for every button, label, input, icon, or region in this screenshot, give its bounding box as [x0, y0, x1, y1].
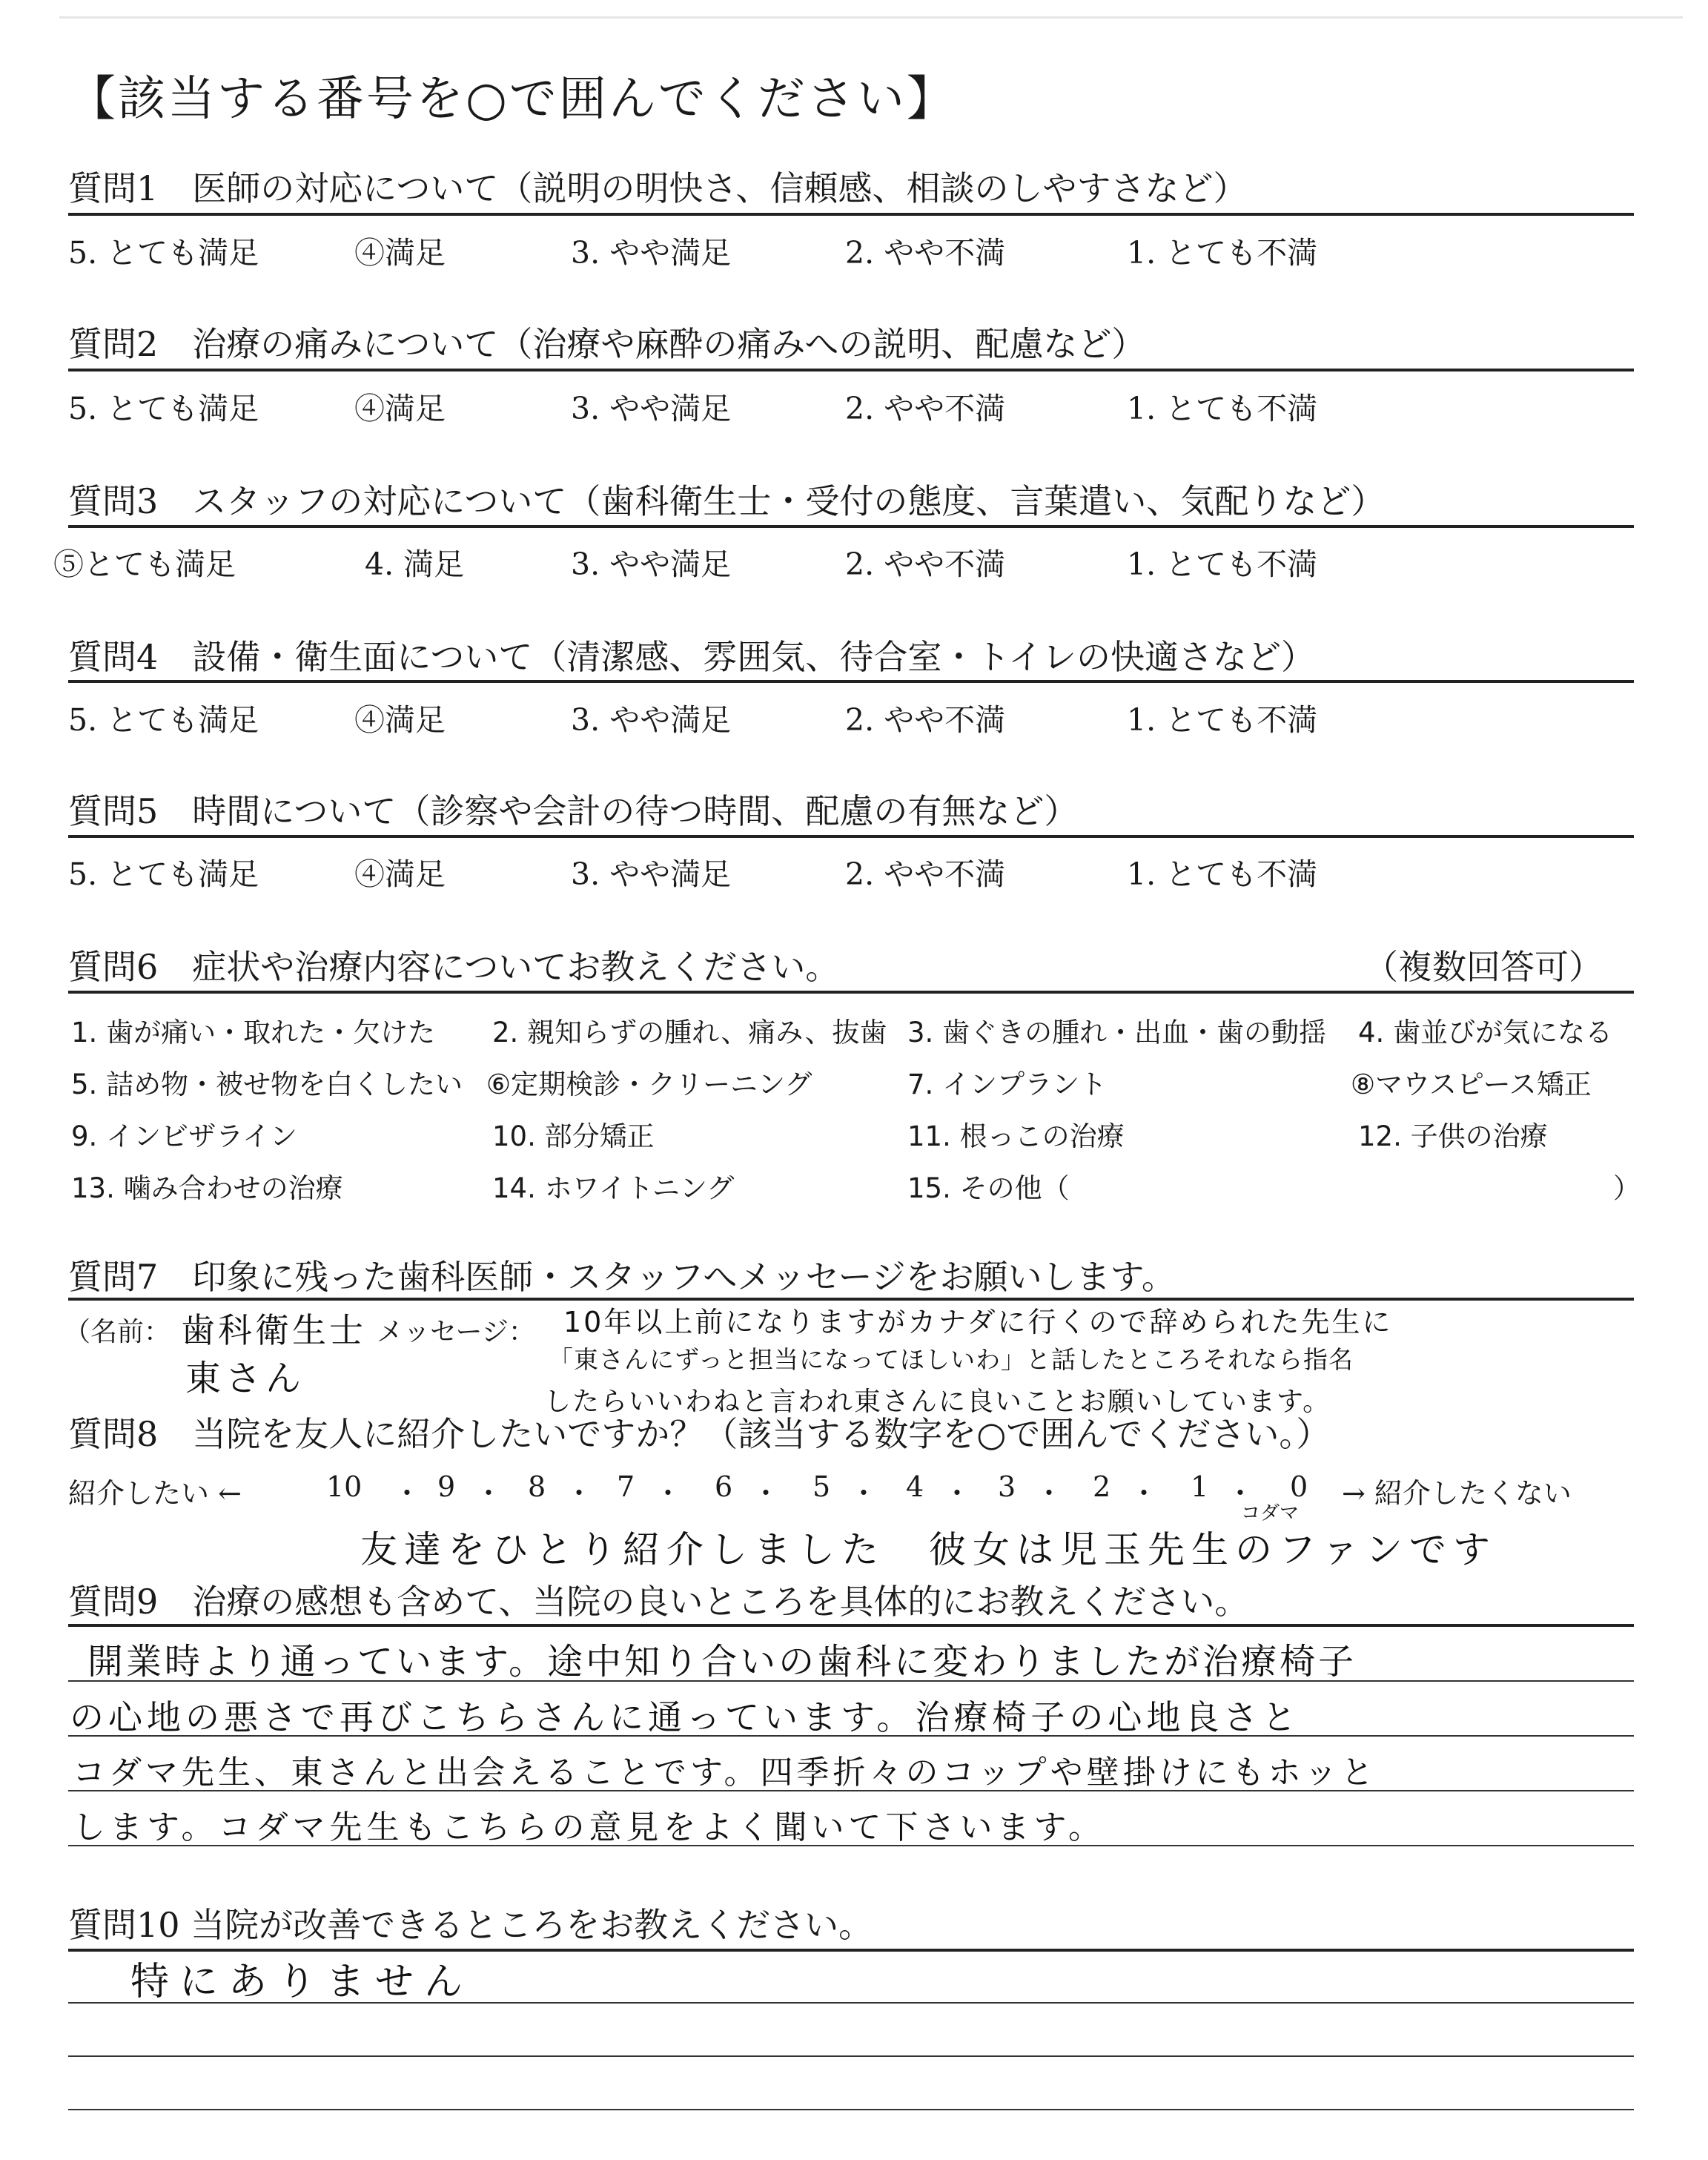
- q5-title: 質問5 時間について（診察や会計の待つ時間、配慮の有無など）: [68, 791, 1079, 831]
- q8-dot: ・: [1130, 1477, 1159, 1510]
- q3-option-1[interactable]: 1. とても不満: [1127, 546, 1318, 582]
- q3-option-3[interactable]: 3. やや満足: [571, 546, 732, 582]
- q8-dot: ・: [474, 1477, 503, 1510]
- q8-dot: ・: [850, 1477, 878, 1510]
- q5-option-4-selected[interactable]: ④満足: [354, 856, 446, 892]
- q9-handwritten-3[interactable]: コダマ先生、東さんと出会えることです。四季折々のコップや壁掛けにもホッと: [73, 1754, 1377, 1791]
- q4-option-5[interactable]: 5. とても満足: [68, 702, 259, 738]
- q6-option-15-close: ）: [1613, 1172, 1641, 1204]
- q2-option-2[interactable]: 2. やや不満: [845, 391, 1006, 426]
- q6-multiple-note: （複数回答可）: [1364, 947, 1603, 987]
- q6-option-2[interactable]: 2. 親知らずの腫れ、痛み、抜歯: [492, 1017, 887, 1048]
- q7-message-label: メッセージ：: [377, 1317, 535, 1347]
- q1-option-3[interactable]: 3. やや満足: [571, 235, 732, 271]
- q7-name-handwritten-1[interactable]: 歯科衛生士: [181, 1310, 366, 1350]
- q2-option-1[interactable]: 1. とても不満: [1127, 391, 1318, 426]
- q8-dot: ・: [752, 1477, 781, 1510]
- q6-option-11[interactable]: 11. 根っこの治療: [907, 1120, 1125, 1152]
- q2-rule: [68, 369, 1634, 371]
- q6-option-3[interactable]: 3. 歯ぐきの腫れ・出血・歯の動揺: [907, 1017, 1327, 1048]
- q9-handwritten-2[interactable]: の心地の悪さで再びこちらさんに通っています。治療椅子の心地良さと: [70, 1697, 1301, 1737]
- q10-handwritten[interactable]: 特にありません: [130, 1960, 474, 2004]
- q6-option-7[interactable]: 7. インプラント: [907, 1069, 1108, 1100]
- q4-title: 質問4 設備・衛生面について（清潔感、雰囲気、待合室・トイレの快適さなど）: [68, 637, 1316, 677]
- q8-handwritten-comment[interactable]: 友達をひとり紹介しました 彼女は児玉先生のファンです: [360, 1528, 1497, 1571]
- q9-title: 質問9 治療の感想も含めて、当院の良いところを具体的にお教えください。: [68, 1582, 1249, 1622]
- q8-dot: ・: [393, 1477, 422, 1510]
- q5-rule: [68, 835, 1634, 838]
- q6-option-8-selected[interactable]: ⑧マウスピース矯正: [1351, 1069, 1592, 1100]
- q3-rule: [68, 525, 1634, 528]
- q4-option-3[interactable]: 3. やや満足: [571, 702, 732, 738]
- q7-message-handwritten-1[interactable]: 10年以上前になりますがカナダに行くので辞められた先生に: [563, 1306, 1393, 1338]
- q4-option-1[interactable]: 1. とても不満: [1127, 702, 1318, 738]
- q7-name-handwritten-2[interactable]: 東さん: [185, 1358, 306, 1399]
- q9-handwritten-4[interactable]: します。コダマ先生もこちらの意見をよく聞いて下さいます。: [73, 1809, 1105, 1846]
- q8-scale-1[interactable]: 1: [1191, 1470, 1209, 1503]
- q6-option-15[interactable]: 15. その他（: [907, 1172, 1070, 1204]
- q8-right-label: → 紹介したくない: [1342, 1477, 1572, 1510]
- q7-name-label: （名前：: [64, 1317, 171, 1347]
- q8-dot: ・: [654, 1477, 683, 1510]
- top-edge: [59, 16, 1683, 19]
- q10-line: [68, 2109, 1634, 2110]
- q5-option-5[interactable]: 5. とても満足: [68, 856, 259, 892]
- q1-title: 質問1 医師の対応について（説明の明快さ、信頼感、相談のしやすさなど）: [68, 168, 1248, 208]
- q8-title: 質問8 当院を友人に紹介したいですか？（該当する数字を○で囲んでください。）: [68, 1414, 1331, 1454]
- q8-left-label: 紹介したい ←: [68, 1477, 242, 1510]
- q5-option-1[interactable]: 1. とても不満: [1127, 856, 1318, 892]
- q9-rule: [68, 1624, 1634, 1627]
- q8-dot: ・: [943, 1477, 972, 1510]
- q1-option-2[interactable]: 2. やや不満: [845, 235, 1006, 271]
- page-heading: 【該当する番号を○で囲んでください】: [68, 72, 956, 127]
- q4-option-2[interactable]: 2. やや不満: [845, 702, 1006, 738]
- q6-option-10[interactable]: 10. 部分矯正: [492, 1120, 655, 1152]
- q8-scale-0[interactable]: 0: [1290, 1470, 1308, 1503]
- q6-option-4[interactable]: 4. 歯並びが気になる: [1358, 1017, 1613, 1048]
- q10-title: 質問10 当院が改善できるところをお教えください。: [68, 1905, 873, 1945]
- q1-option-4-selected[interactable]: ④満足: [354, 235, 446, 271]
- q5-option-3[interactable]: 3. やや満足: [571, 856, 732, 892]
- q6-option-9[interactable]: 9. インビザライン: [71, 1120, 297, 1152]
- q6-rule: [68, 991, 1634, 994]
- q4-rule: [68, 680, 1634, 683]
- q2-option-4-selected[interactable]: ④満足: [354, 391, 446, 426]
- q3-option-4[interactable]: 4. 満足: [365, 546, 465, 582]
- q8-dot: ・: [565, 1477, 594, 1510]
- q4-option-4-selected[interactable]: ④満足: [354, 702, 446, 738]
- q8-scale-6[interactable]: 6: [715, 1470, 733, 1503]
- q8-scale-9-selected[interactable]: 9: [437, 1470, 456, 1503]
- q5-option-2[interactable]: 2. やや不満: [845, 856, 1006, 892]
- q8-scale-8[interactable]: 8: [528, 1470, 546, 1503]
- q3-option-5-selected[interactable]: ⑤とても満足: [53, 546, 236, 582]
- q9-handwritten-1[interactable]: 開業時より通っています。途中知り合いの歯科に変わりましたが治療椅子: [87, 1641, 1357, 1682]
- q8-scale-2[interactable]: 2: [1093, 1470, 1111, 1503]
- q1-option-5[interactable]: 5. とても満足: [68, 235, 259, 271]
- q8-dot: ・: [1035, 1477, 1064, 1510]
- q2-option-3[interactable]: 3. やや満足: [571, 391, 732, 426]
- q1-rule: [68, 213, 1634, 216]
- q2-option-5[interactable]: 5. とても満足: [68, 391, 259, 426]
- q8-scale-5[interactable]: 5: [812, 1470, 831, 1503]
- q3-title: 質問3 スタッフの対応について（歯科衛生士・受付の態度、言葉遣い、気配りなど）: [68, 481, 1386, 521]
- q8-dot: ・: [1226, 1477, 1255, 1510]
- q7-title: 質問7 印象に残った歯科医師・スタッフへメッセージをお願いします。: [68, 1257, 1176, 1297]
- q6-option-13[interactable]: 13. 噛み合わせの治療: [71, 1172, 343, 1204]
- q6-option-1[interactable]: 1. 歯が痛い・取れた・欠けた: [71, 1017, 436, 1048]
- q1-option-1[interactable]: 1. とても不満: [1127, 235, 1318, 271]
- q8-handwritten-ruby: コダマ: [1241, 1502, 1300, 1525]
- q6-option-6-selected[interactable]: ⑥定期検診・クリーニング: [486, 1069, 812, 1100]
- q8-scale-4[interactable]: 4: [906, 1470, 924, 1503]
- q7-message-handwritten-2[interactable]: 「東さんにずっと担当になってほしいわ」と話したところそれなら指名: [549, 1345, 1354, 1374]
- q6-title: 質問6 症状や治療内容についてお教えください。: [68, 947, 840, 987]
- q8-scale-3[interactable]: 3: [998, 1470, 1016, 1503]
- q10-line: [68, 2055, 1634, 2057]
- q3-option-2[interactable]: 2. やや不満: [845, 546, 1006, 582]
- q6-option-5[interactable]: 5. 詰め物・被せ物を白くしたい: [71, 1069, 463, 1100]
- q2-title: 質問2 治療の痛みについて（治療や麻酔の痛みへの説明、配慮など）: [68, 324, 1146, 364]
- q6-option-14[interactable]: 14. ホワイトニング: [492, 1172, 735, 1204]
- q8-scale-7[interactable]: 7: [617, 1470, 635, 1503]
- q7-message-handwritten-3[interactable]: したらいいわねと言われ東さんに良いことお願いしています。: [544, 1387, 1331, 1417]
- q6-option-12[interactable]: 12. 子供の治療: [1358, 1120, 1548, 1152]
- q8-scale-10[interactable]: 10: [326, 1470, 363, 1503]
